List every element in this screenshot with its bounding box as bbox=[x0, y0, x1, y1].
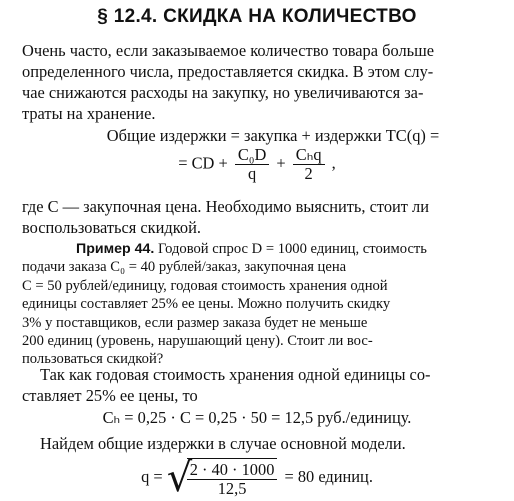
text-line: ставляет 25% ее цены, то bbox=[22, 386, 198, 405]
formula-rhs: = 80 единиц. bbox=[284, 466, 373, 486]
formula-plus: + bbox=[276, 153, 286, 173]
text-line: подачи заказа C₀ = 40 рублей/заказ, закупочная цена bbox=[22, 259, 347, 276]
radical-sign-icon: √ bbox=[166, 455, 193, 501]
example-text: Годовой спрос D = 1000 единиц, стоимость bbox=[157, 241, 427, 257]
formula-comma: , bbox=[331, 153, 336, 173]
example-label: Пример 44. bbox=[76, 241, 155, 257]
text-line bbox=[22, 240, 498, 258]
holding-cost-fraction bbox=[293, 146, 325, 183]
fraction-denominator: q bbox=[247, 164, 257, 183]
intro-paragraph bbox=[22, 40, 498, 124]
example-block bbox=[22, 240, 498, 369]
text-line: 200 единиц (уровень, нарушающий цену). Стоит ли вос- bbox=[22, 333, 373, 350]
order-quantity-formula bbox=[0, 455, 514, 501]
formula-lead: = CD + bbox=[178, 153, 228, 173]
text-line: чае снижаются расходы на закупку, но увеличиваются за- bbox=[22, 83, 424, 102]
holding-cost-formula: Cₕ = 0,25 · C = 0,25 · 50 = 12,5 руб./единицу. bbox=[102, 408, 412, 427]
fraction-numerator: Cₕq bbox=[293, 146, 325, 165]
radicand-fraction bbox=[187, 458, 278, 498]
purchase-price-paragraph bbox=[22, 196, 498, 238]
text-line: 3% у поставщиков, если размер заказа будет не меньше bbox=[22, 314, 368, 331]
square-root bbox=[166, 455, 281, 501]
total-cost-formula-line2 bbox=[0, 146, 514, 183]
text-line: где C — закупочная цена. Необходимо выяснить, стоит ли bbox=[22, 197, 430, 216]
ordering-cost-fraction bbox=[235, 146, 269, 183]
fraction-numerator: C₀D bbox=[235, 146, 269, 165]
fraction-numerator: 2 · 40 · 1000 bbox=[187, 461, 278, 480]
text-line: пользоваться скидкой? bbox=[22, 351, 164, 368]
text-line: C = 50 рублей/единицу, годовая стоимость хранения одной bbox=[22, 277, 388, 294]
text-line: единицы составляет 25% ее цены. Можно получить скидку bbox=[22, 296, 391, 313]
text-line: Очень часто, если заказываемое количество товара больше bbox=[22, 41, 434, 60]
text-line: траты на хранение. bbox=[22, 104, 156, 123]
formula-lhs: q = bbox=[141, 466, 163, 486]
text-line: воспользоваться скидкой. bbox=[22, 218, 201, 237]
total-cost-formula-line1: Общие издержки = закупка + издержки TC(q) = bbox=[106, 126, 440, 145]
fraction-denominator: 12,5 bbox=[217, 479, 247, 498]
text-line: определенного числа, предоставляется скидка. В этом слу- bbox=[22, 62, 434, 81]
text-line: Так как годовая стоимость хранения одной единицы со- bbox=[40, 365, 431, 384]
section-heading: § 12.4. СКИДКА НА КОЛИЧЕСТВО bbox=[97, 6, 417, 27]
basic-model-paragraph: Найдем общие издержки в случае основной модели. bbox=[40, 434, 406, 453]
holding-cost-paragraph bbox=[22, 364, 498, 406]
fraction-denominator: 2 bbox=[304, 164, 313, 183]
